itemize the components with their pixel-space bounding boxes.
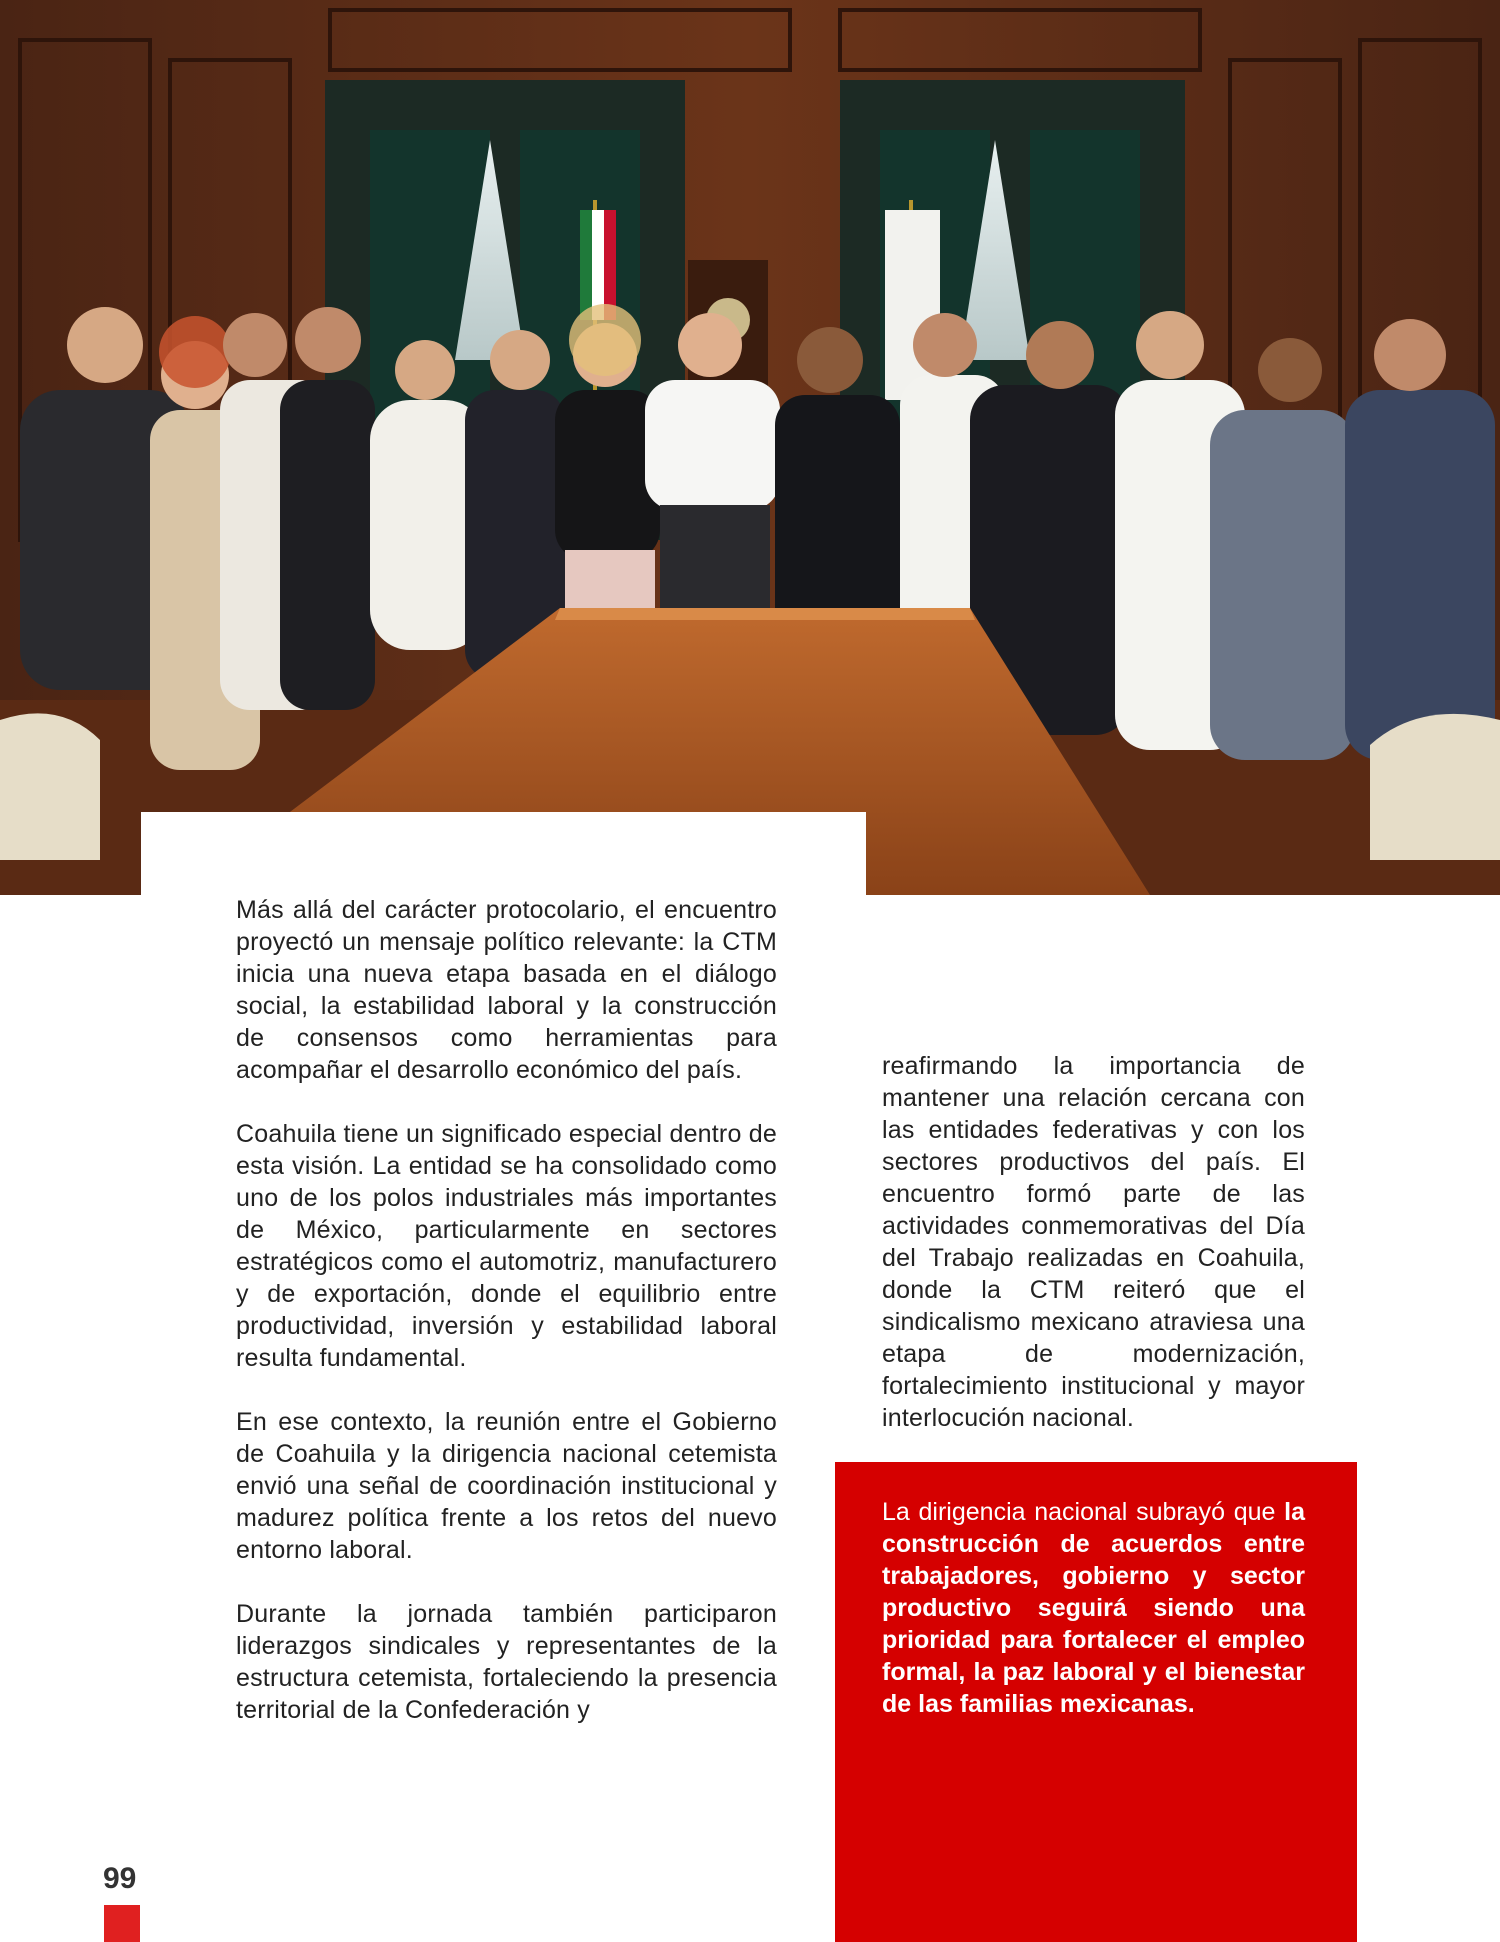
paragraph-2: Coahuila tiene un significado especial dentro de esta visión. La entidad se ha consolidado como uno de los polos industriales más importantes de México, particularmente en sectores estratégicos como el automotriz, manufacturero y de exportación, donde el equilibrio entre productividad, inversión y estabilidad laboral resulta fundamental. — [236, 1120, 777, 1372]
white-overlay-block — [141, 812, 866, 902]
group-photo — [0, 0, 1500, 895]
article-column-right — [882, 1050, 1305, 1466]
article-column-left — [236, 894, 777, 1758]
quote-bold: la construcción de acuerdos entre trabajadores, gobierno y sector productivo seguirá siendo una prioridad para fortalecer el empleo formal, la paz laboral y el bienestar de las familias mexicanas. — [882, 1498, 1305, 1718]
page-number: 99 — [103, 1862, 137, 1895]
highlight-quote — [882, 1496, 1305, 1720]
quote-intro: La dirigencia nacional subrayó que — [882, 1498, 1285, 1526]
highlight-box — [835, 1462, 1357, 1942]
paragraph-1: Más allá del carácter protocolario, el encuentro proyectó un mensaje político relevante: la CTM inicia una nueva etapa basada en el diálogo social, la estabilidad laboral y la construcción de consensos como herramientas para acompañar el desarrollo económico del país. — [236, 896, 777, 1084]
paragraph-3: En ese contexto, la reunión entre el Gobierno de Coahuila y la dirigencia nacional cetemista envió una señal de coordinación institucional y madurez política frente a los retos del nuevo entorno laboral. — [236, 1408, 777, 1564]
paragraph-continued: reafirmando la importancia de mantener una relación cercana con las entidades federativas y con los sectores productivos del país. El encuentro formó parte de las actividades conmemorativas del Día del Trabajo realizadas en Coahuila, donde la CTM reiteró que el sindicalismo mexicano atraviesa una etapa de modernización, fortalecimiento institucional y mayor interlocución nacional. — [882, 1052, 1305, 1432]
paragraph-4: Durante la jornada también participaron liderazgos sindicales y representantes de la estructura cetemista, fortaleciendo la presencia territorial de la Confederación y — [236, 1600, 777, 1724]
page-marker — [104, 1905, 140, 1942]
